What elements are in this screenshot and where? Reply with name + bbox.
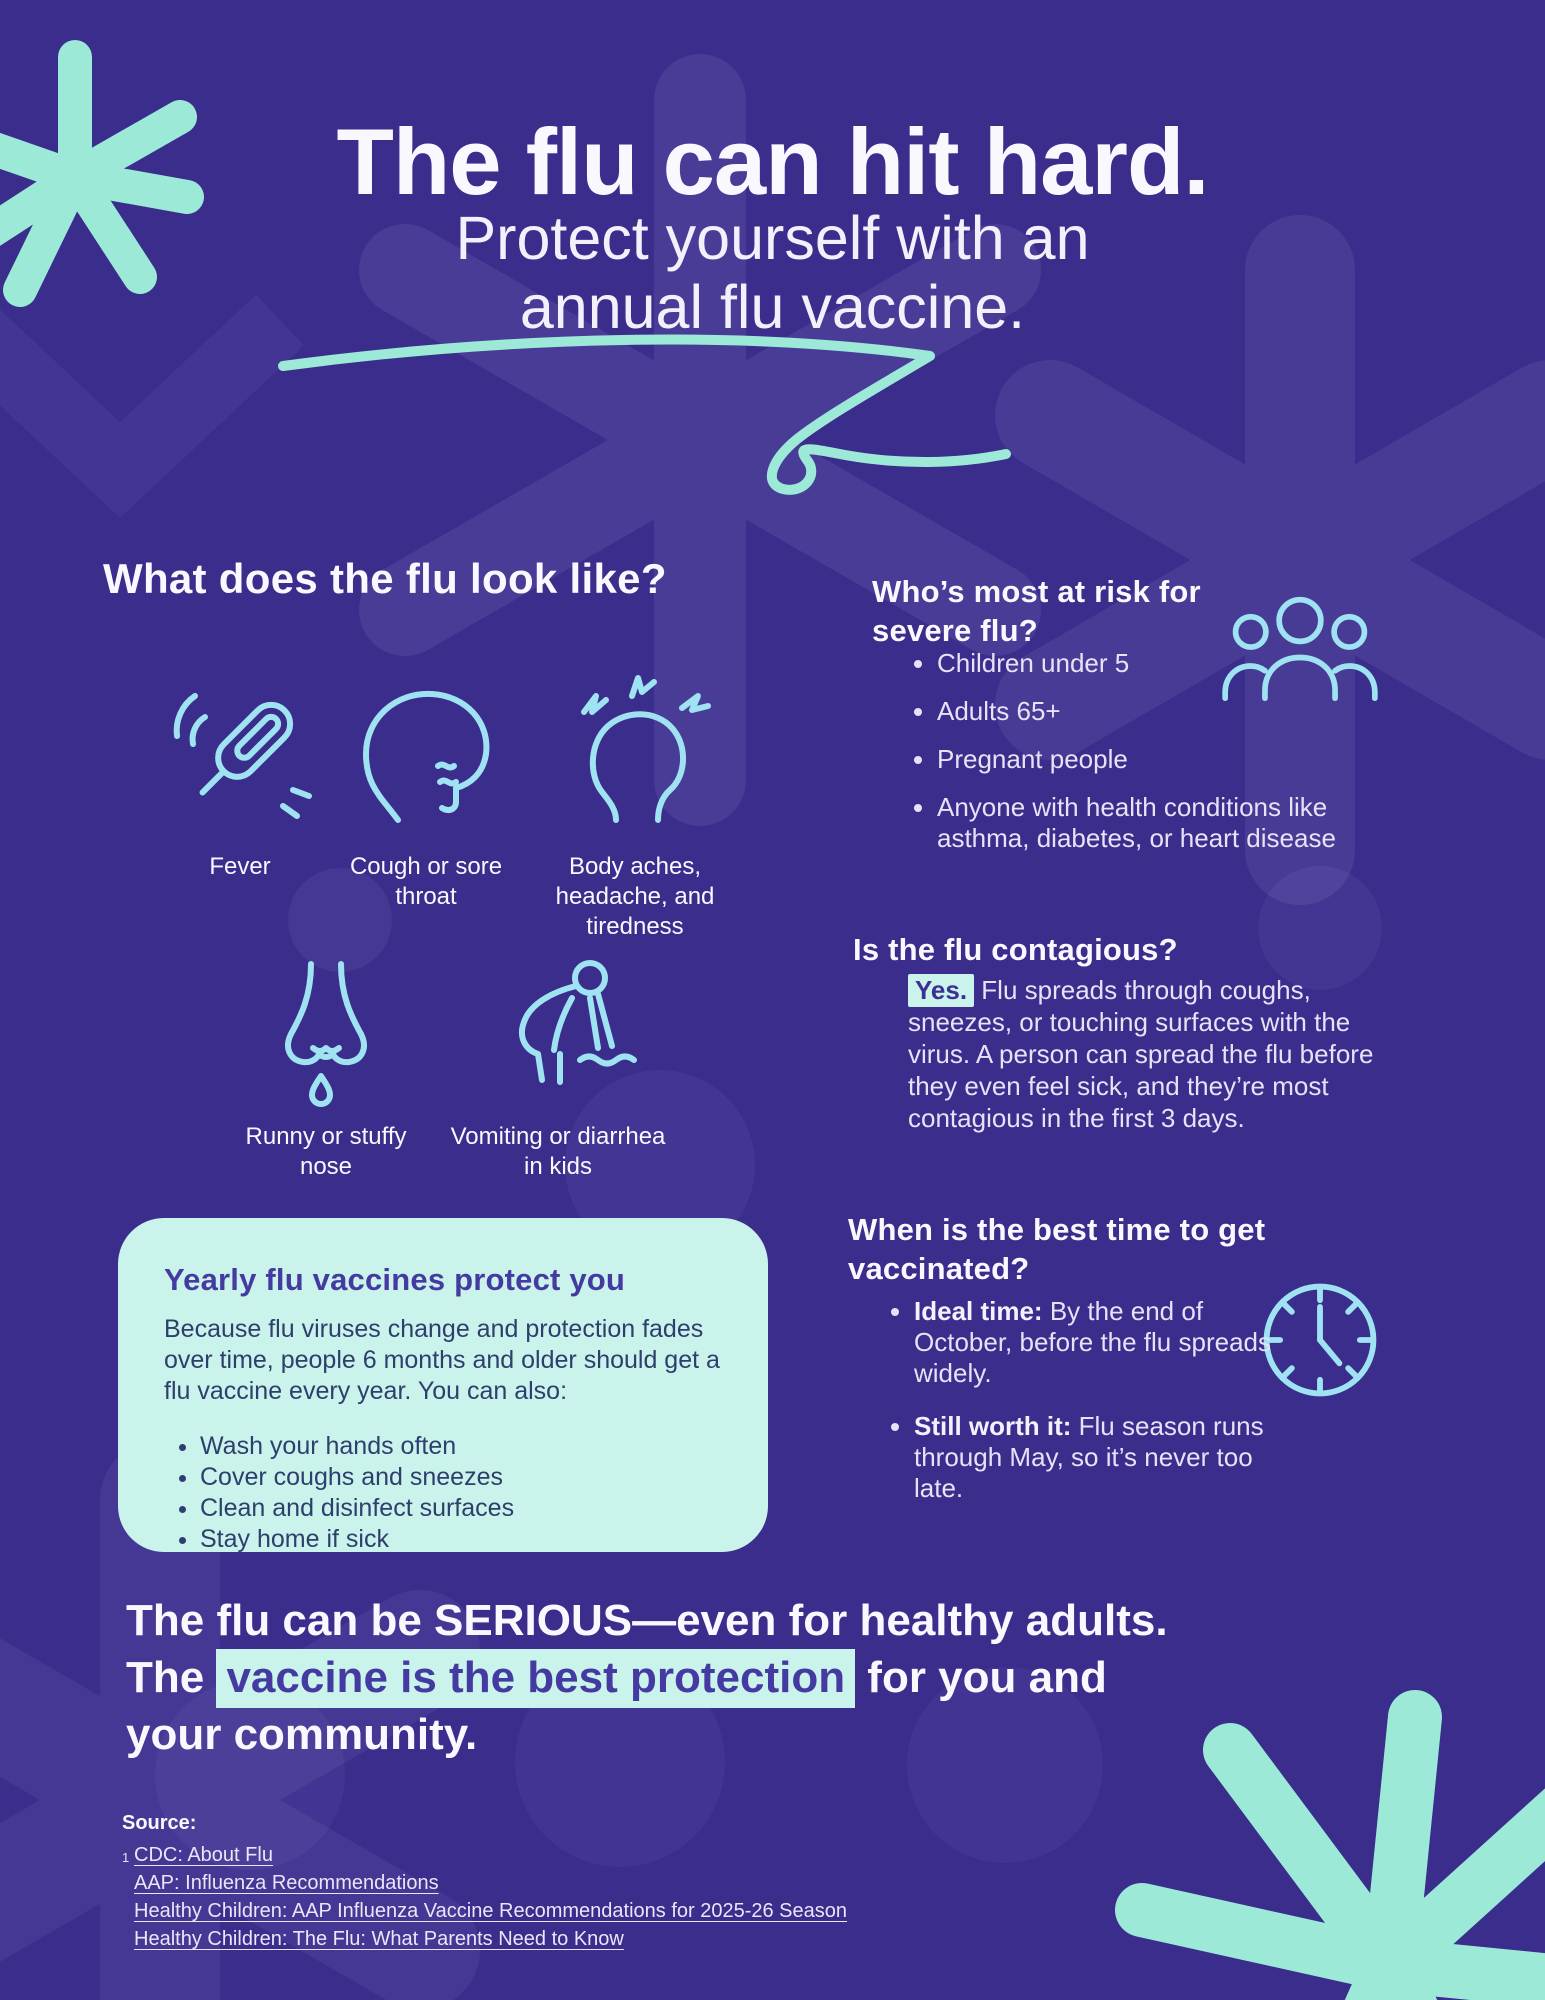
symptom-label: Runny or stuffy nose bbox=[245, 1123, 407, 1180]
page-subtitle bbox=[0, 204, 1545, 342]
runny-nose-icon bbox=[251, 950, 401, 1110]
vomiting-person-icon bbox=[468, 950, 648, 1110]
statement-line-2-suffix: for you and bbox=[855, 1653, 1107, 1702]
statement-line-3: your community. bbox=[126, 1710, 478, 1759]
closing-statement bbox=[126, 1592, 1336, 1763]
symptom-label: Body aches, headache, and tiredness bbox=[555, 853, 715, 940]
statement-line-1: The flu can be SERIOUS—even for healthy adults. bbox=[126, 1596, 1168, 1645]
source-link-cdc[interactable]: CDC: About Flu bbox=[134, 1844, 273, 1866]
list-item: • Clean and disinfect surfaces bbox=[200, 1493, 722, 1524]
symptom-cough bbox=[330, 662, 522, 912]
headache-head-icon bbox=[550, 668, 720, 840]
list-item: • Pregnant people bbox=[937, 744, 1425, 775]
symptom-runny-nose bbox=[228, 948, 424, 1182]
contagious-heading: Is the flu contagious? bbox=[853, 932, 1178, 967]
vaccine-info-card bbox=[118, 1218, 768, 1552]
list-item: • Anyone with health conditions like asthma, diabetes, or heart disease bbox=[937, 792, 1425, 854]
contagious-paragraph bbox=[908, 974, 1402, 1134]
source-label: Source: bbox=[122, 1812, 197, 1834]
source-link-aap[interactable]: AAP: Influenza Recommendations bbox=[134, 1872, 439, 1894]
symptom-label: Fever bbox=[209, 853, 271, 880]
symptom-fever bbox=[148, 662, 332, 882]
page-title: The flu can hit hard. bbox=[336, 109, 1209, 214]
footnote-number: 1 bbox=[122, 1850, 130, 1865]
list-item: • Wash your hands often bbox=[200, 1431, 722, 1462]
vaccine-card-list bbox=[164, 1431, 722, 1555]
list-item: • Cover coughs and sneezes bbox=[200, 1462, 722, 1493]
symptom-label: Cough or sore throat bbox=[349, 853, 503, 910]
bullet-text: Flu season runs through May, so it’s never too late. bbox=[914, 1411, 1264, 1503]
list-item: • Adults 65+ bbox=[937, 696, 1425, 727]
vaccine-card-heading: Yearly flu vaccines protect you bbox=[164, 1262, 626, 1297]
bullet-lead: Ideal time: bbox=[914, 1296, 1043, 1326]
statement-line-2-prefix: The bbox=[126, 1653, 217, 1702]
list-item: • Stay home if sick bbox=[200, 1524, 722, 1555]
thermometer-icon bbox=[155, 670, 325, 840]
bullet-text: By the end of October, before the flu spreads widely. bbox=[914, 1296, 1271, 1388]
cough-head-icon bbox=[342, 670, 510, 840]
source-row bbox=[122, 1870, 847, 1898]
symptom-label: Vomiting or diarrhea in kids bbox=[450, 1123, 666, 1180]
source-links bbox=[122, 1842, 847, 1954]
yes-highlight: Yes. bbox=[908, 974, 974, 1007]
symptom-vomiting bbox=[438, 948, 678, 1182]
list-item: • Children under 5 bbox=[937, 648, 1425, 679]
source-link-healthy-children-parents[interactable]: Healthy Children: The Flu: What Parents Need to Know bbox=[134, 1928, 624, 1950]
source-link-healthy-children-recommendations[interactable]: Healthy Children: AAP Influenza Vaccine Recommendations for 2025-26 Season bbox=[134, 1900, 848, 1922]
bullet-lead: Still worth it: bbox=[914, 1411, 1072, 1441]
source-row bbox=[122, 1898, 847, 1926]
subtitle-line-1: Protect yourself with an bbox=[455, 204, 1090, 272]
symptoms-heading: What does the flu look like? bbox=[103, 555, 667, 602]
source-row bbox=[122, 1842, 847, 1870]
list-item bbox=[914, 1296, 1284, 1389]
subtitle-line-2: annual flu vaccine. bbox=[519, 273, 1026, 341]
contagious-body: Flu spreads through coughs, sneezes, or touching surfaces with the virus. A person can spread the flu before they even feel sick, and they’re most contagious in the first 3 days. bbox=[908, 975, 1374, 1133]
list-item bbox=[914, 1411, 1284, 1504]
vaccine-card-body: Because flu viruses change and protection fades over time, people 6 months and older should get a flu vaccine every year. You can also: bbox=[164, 1315, 720, 1405]
statement-highlight: vaccine is the best protection bbox=[216, 1649, 855, 1708]
symptom-body-aches bbox=[528, 662, 742, 942]
risk-list bbox=[895, 648, 1425, 871]
timing-list bbox=[872, 1296, 1284, 1521]
risk-heading: Who’s most at risk for severe flu? bbox=[872, 574, 1201, 648]
timing-heading: When is the best time to get vaccinated? bbox=[848, 1212, 1266, 1286]
source-row bbox=[122, 1926, 847, 1954]
squiggle-underline-decoration bbox=[268, 332, 1038, 507]
